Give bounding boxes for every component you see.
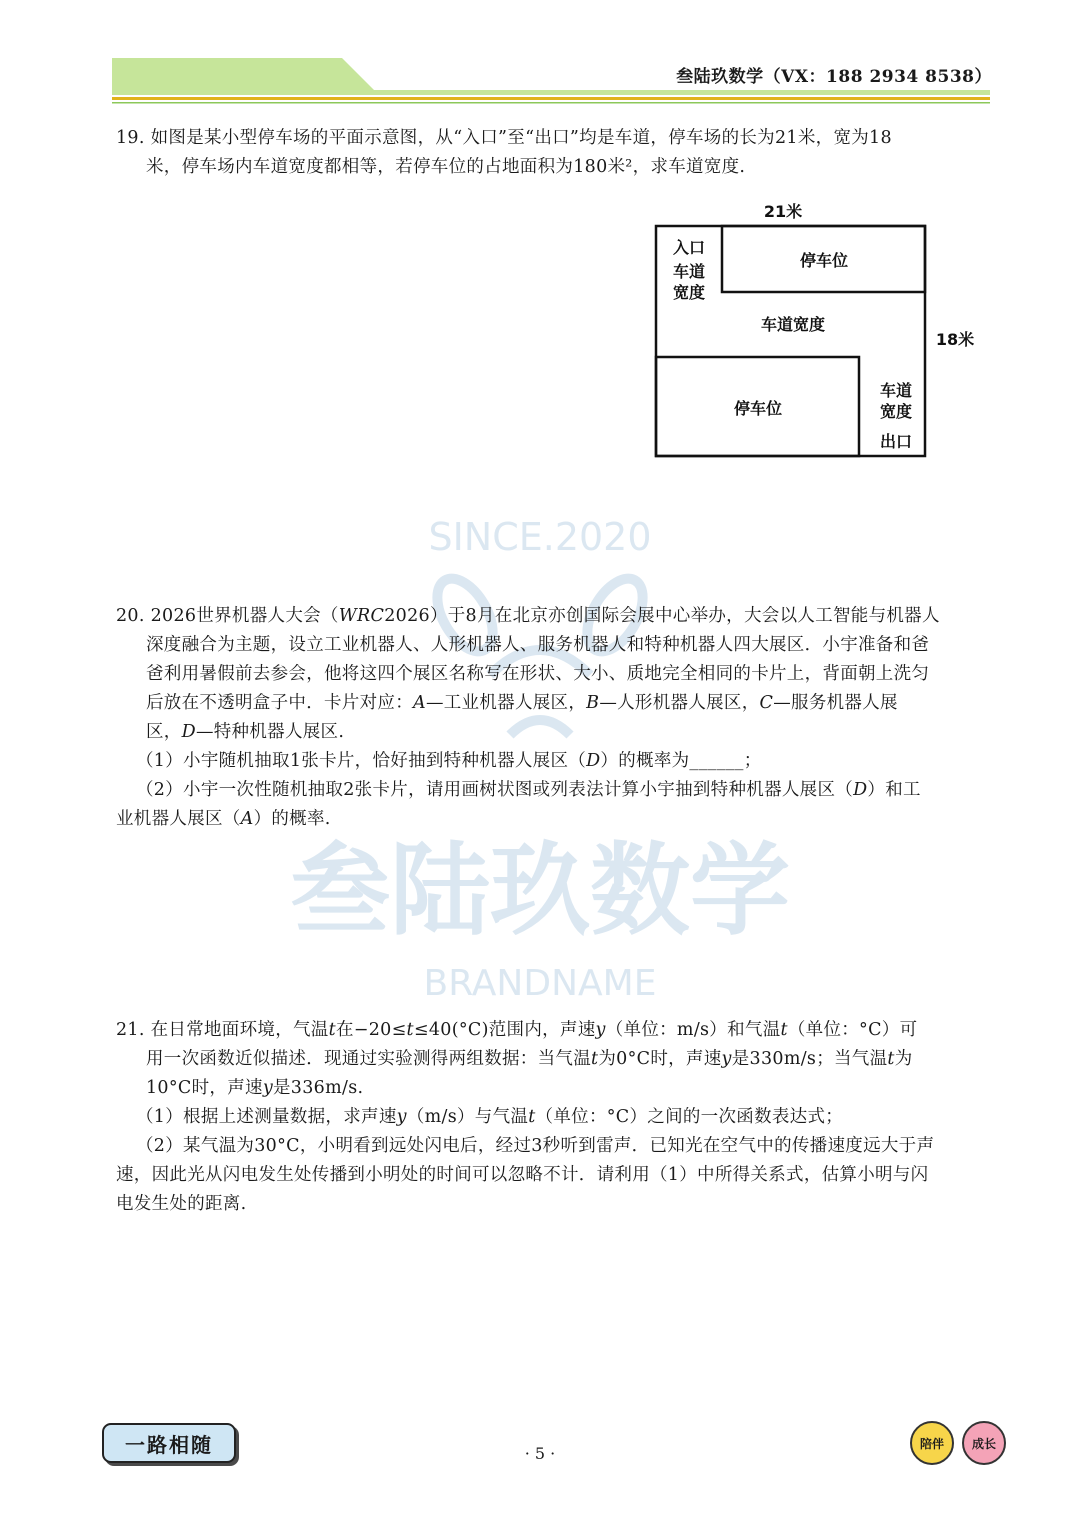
q20-line5: 区，D—特种机器人展区. bbox=[146, 722, 345, 742]
header-title: 叁陆玖数学（VX：188 2934 8538） bbox=[676, 67, 992, 87]
question-20 bbox=[116, 602, 1001, 834]
question-19 bbox=[116, 124, 996, 182]
footer-circle-grow: 成长 bbox=[962, 1421, 1006, 1465]
q21-line2: 用一次函数近似描述．现通过实验测得两组数据：当气温t为0°C时，声速y是330m/s；当气温t为 bbox=[146, 1049, 913, 1069]
q21-part2-line3: 电发生处的距离. bbox=[116, 1194, 247, 1214]
exit-label: 出口 bbox=[879, 432, 913, 451]
footer-circle-accompany: 陪伴 bbox=[910, 1421, 954, 1465]
lane-right-label-1: 车道 bbox=[879, 381, 913, 400]
lane-right-label-2: 宽度 bbox=[879, 402, 913, 421]
lane-left-label-2: 宽度 bbox=[672, 283, 706, 302]
lane-middle-label: 车道宽度 bbox=[760, 315, 826, 334]
footer-left-badge: 一路相随 bbox=[102, 1423, 236, 1463]
watermark-since: SINCE.2020 bbox=[428, 515, 652, 559]
q20-part2: （2）小宇一次性随机抽取2张卡片，请用画树状图或列表法计算小宇抽到特种机器人展区（D）和工 bbox=[136, 780, 921, 800]
header-green-line bbox=[112, 102, 990, 104]
question-21 bbox=[116, 1016, 1001, 1219]
q20-line3: 爸利用暑假前去参会，他将这四个展区名称写在形状、大小、质地完全相同的卡片上，背面朝上洗匀 bbox=[146, 664, 930, 684]
q19-line1: 19. 如图是某小型停车场的平面示意图，从“入口”至“出口”均是车道，停车场的长为21米，宽为18 bbox=[116, 128, 892, 148]
parking-diagram bbox=[640, 195, 990, 470]
watermark-brand-cn: 叁陆玖数学 bbox=[290, 832, 790, 949]
dim-width-label: 18米 bbox=[935, 330, 975, 349]
q20-line2: 深度融合为主题，设立工业机器人、人形机器人、服务机器人和特种机器人四大展区．小宇准备和爸 bbox=[146, 635, 930, 655]
header-gold-line bbox=[112, 97, 990, 100]
parking-bottom-label: 停车位 bbox=[733, 399, 783, 418]
parking-top-label: 停车位 bbox=[799, 251, 849, 270]
lane-left-label-1: 车道 bbox=[672, 262, 706, 281]
lot-outline bbox=[656, 226, 925, 456]
q20-part1: （1）小宇随机抽取1张卡片，恰好抽到特种机器人展区（D）的概率为______； bbox=[136, 751, 762, 771]
q20-line4: 后放在不透明盒子中．卡片对应：A—工业机器人展区，B—人形机器人展区，C—服务机器人展 bbox=[146, 693, 898, 713]
q21-part2-line2: 速，因此光从闪电发生处传播到小明处的时间可以忽略不计．请利用（1）中所得关系式，估算小明与闪 bbox=[116, 1165, 929, 1185]
q19-line2: 米，停车场内车道宽度都相等，若停车位的占地面积为180米²，求车道宽度. bbox=[146, 157, 746, 177]
q21-part1: （1）根据上述测量数据，求声速y（m/s）与气温t（单位：°C）之间的一次函数表达式； bbox=[136, 1107, 844, 1127]
q21-line3: 10°C时，声速y是336m/s. bbox=[146, 1078, 364, 1098]
page-number: · 5 · bbox=[524, 1444, 556, 1463]
dim-length-label: 21米 bbox=[763, 202, 803, 221]
q20-line1: 20. 2026世界机器人大会（WRC2026）于8月在北京亦创国际会展中心举办，大会以人工智能与机器人 bbox=[116, 606, 940, 626]
q20-part2-line2: 业机器人展区（A）的概率. bbox=[116, 809, 331, 829]
watermark-brand-en: BRANDNAME bbox=[423, 963, 657, 1004]
q21-part2-line1: （2）某气温为30°C，小明看到远处闪电后，经过3秒听到雷声．已知光在空气中的传播速度远大于声 bbox=[136, 1136, 935, 1156]
entrance-label: 入口 bbox=[672, 238, 706, 257]
q21-line1: 21. 在日常地面环境，气温t在−20≤t≤40(°C)范围内，声速y（单位：m/s）和气温t（单位：°C）可 bbox=[116, 1020, 918, 1040]
